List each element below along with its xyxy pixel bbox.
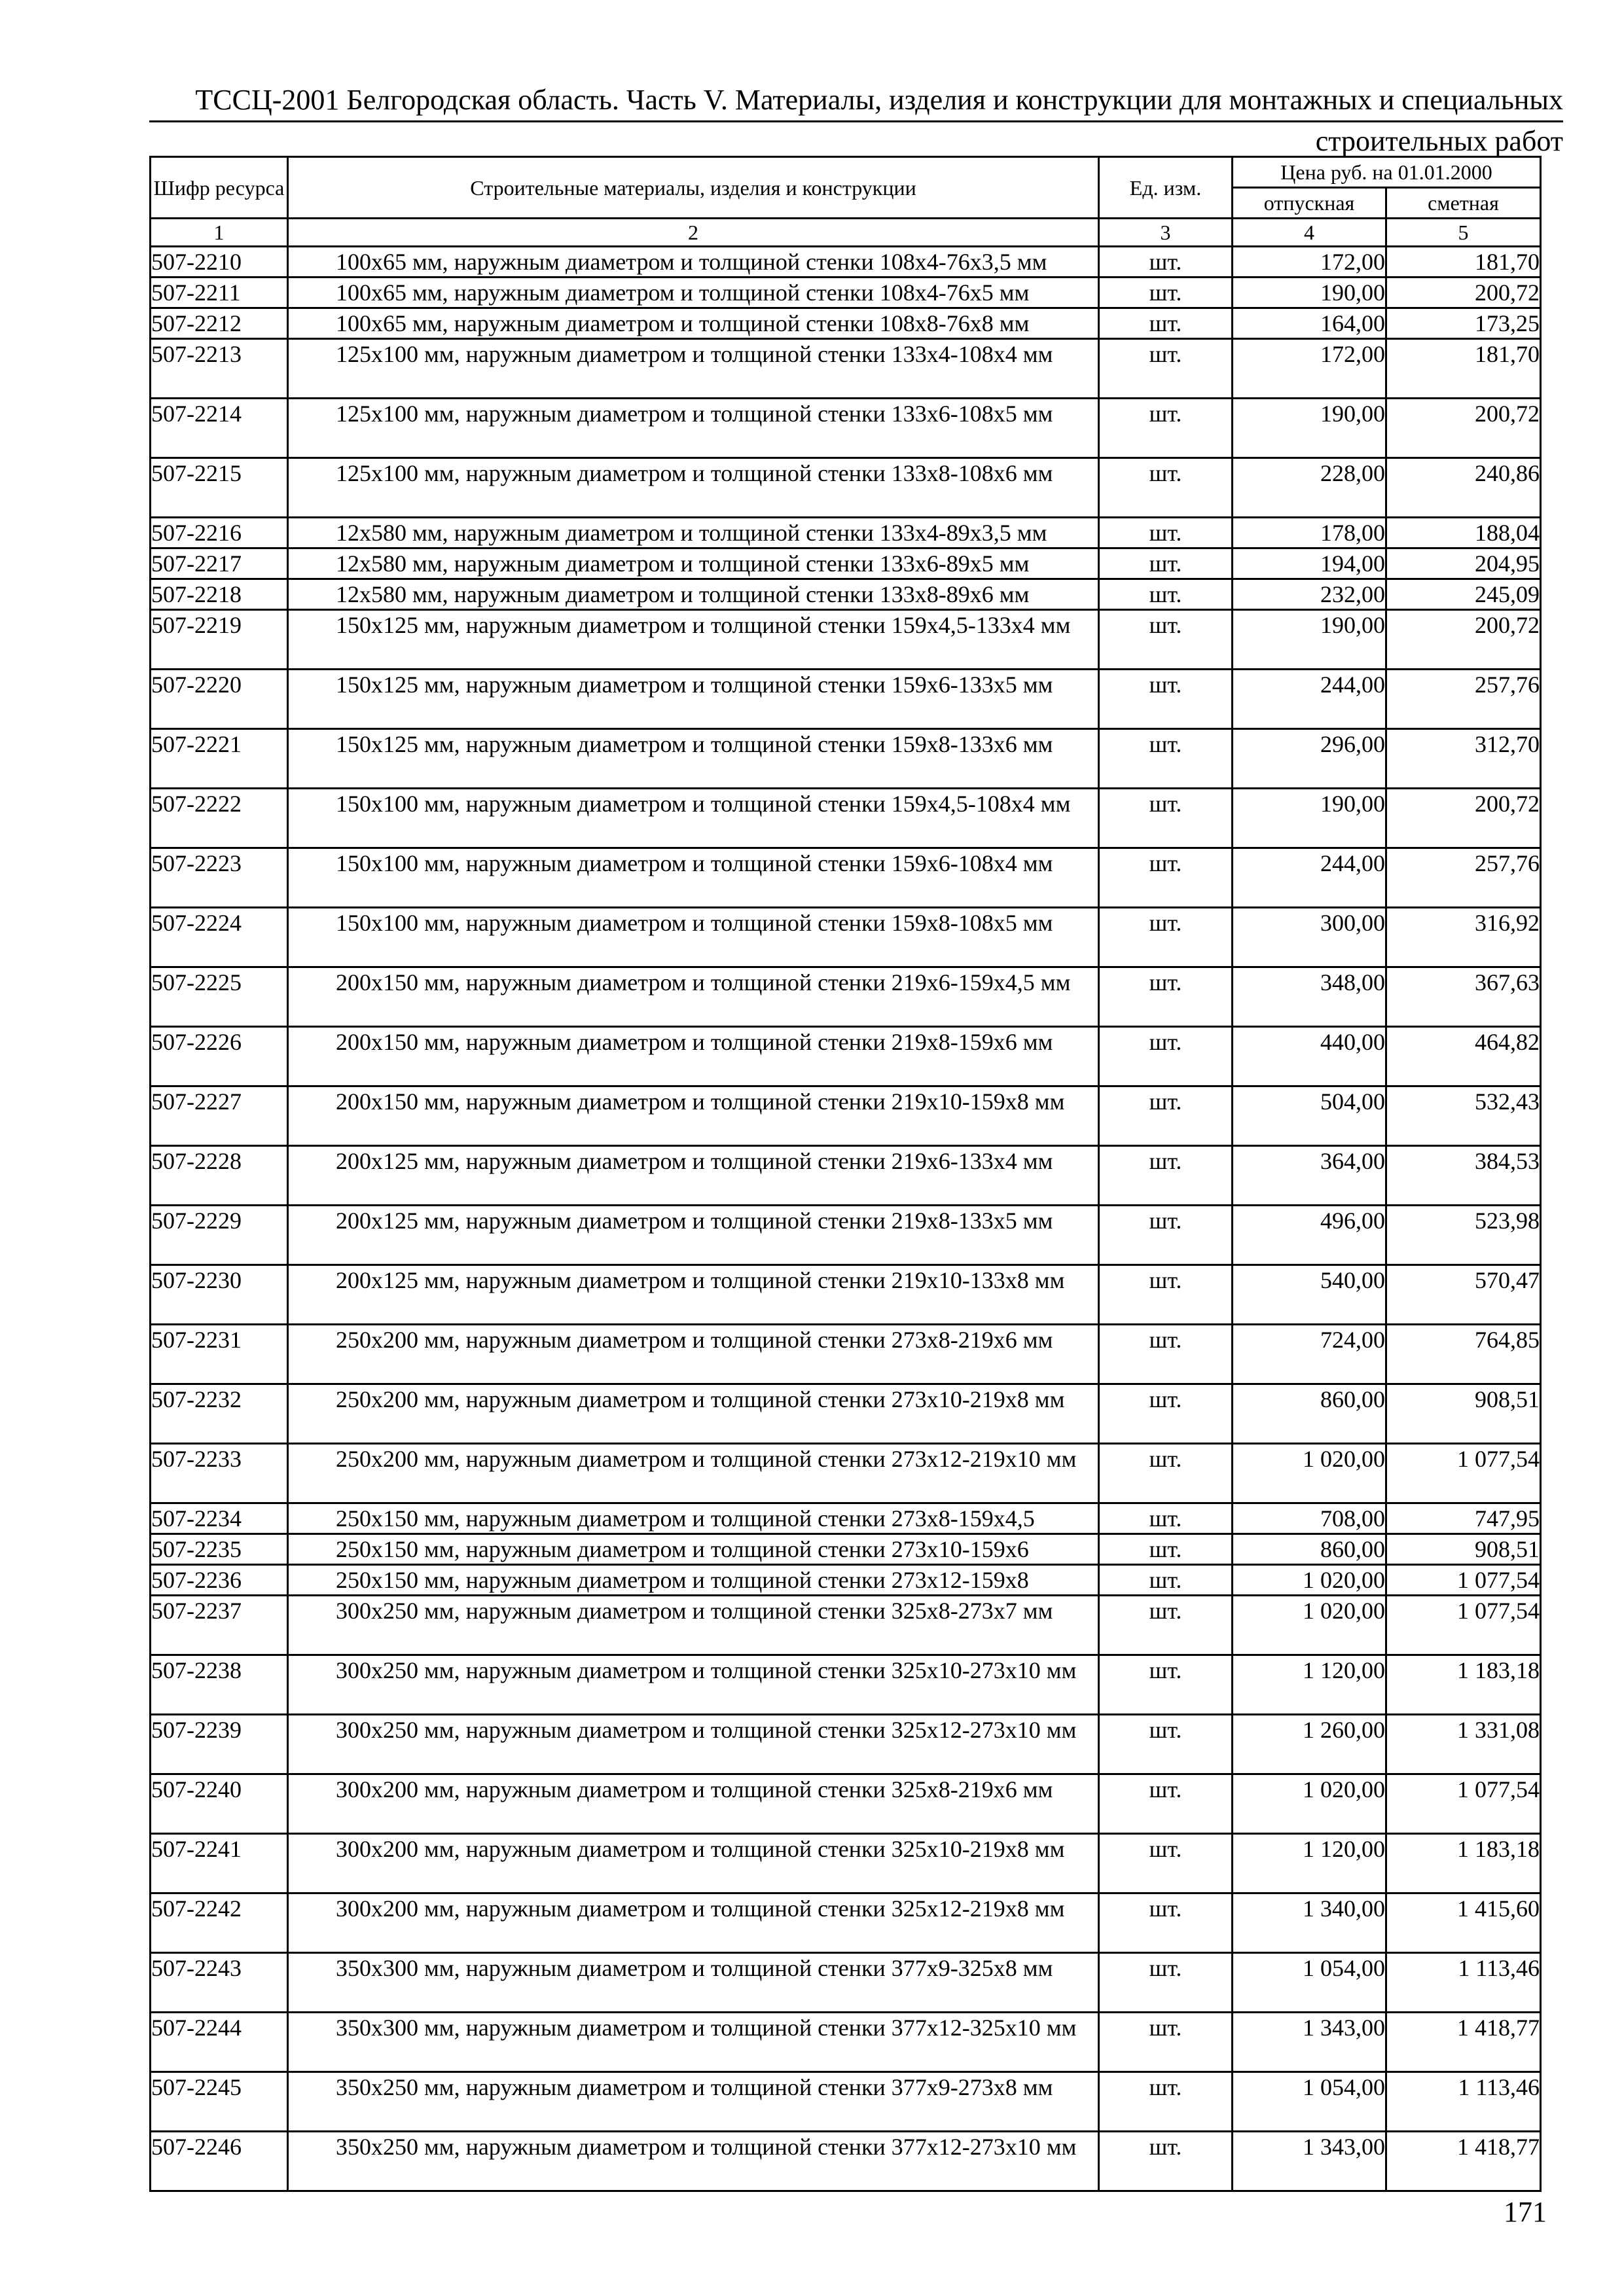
release-price: 364,00 (1233, 1146, 1386, 1206)
unit-of-measure: шт. (1099, 1384, 1233, 1444)
material-description: 250х150 мм, наружным диаметром и толщиной стенки 273х10-159х6 (288, 1534, 1099, 1565)
release-price: 172,00 (1233, 247, 1386, 278)
column-number: 2 (288, 219, 1099, 247)
estimate-price: 1 077,54 (1386, 1596, 1541, 1655)
material-description: 250х150 мм, наружным диаметром и толщиной стенки 273х12-159х8 (288, 1565, 1099, 1596)
table-row (151, 2132, 1541, 2191)
header-subtitle: строительных работ (1315, 125, 1563, 157)
material-description: 125х100 мм, наружным диаметром и толщиной стенки 133х8-108х6 мм (288, 458, 1099, 518)
table-row (151, 1444, 1541, 1503)
release-price: 724,00 (1233, 1325, 1386, 1384)
material-description: 125х100 мм, наружным диаметром и толщиной стенки 133х4-108х4 мм (288, 339, 1099, 399)
table-row (151, 1086, 1541, 1146)
table-row (151, 670, 1541, 729)
unit-of-measure: шт. (1099, 1027, 1233, 1086)
column-header-release-price: отпускная (1233, 188, 1386, 219)
column-header-unit: Ед. изм. (1099, 157, 1233, 219)
table-row (151, 1384, 1541, 1444)
resource-code: 507-2213 (151, 339, 288, 399)
release-price: 504,00 (1233, 1086, 1386, 1146)
release-price: 860,00 (1233, 1534, 1386, 1565)
unit-of-measure: шт. (1099, 247, 1233, 278)
material-description: 150х100 мм, наружным диаметром и толщиной стенки 159х6-108х4 мм (288, 848, 1099, 908)
table-row (151, 1265, 1541, 1325)
unit-of-measure: шт. (1099, 308, 1233, 339)
resource-code: 507-2232 (151, 1384, 288, 1444)
resource-code: 507-2220 (151, 670, 288, 729)
unit-of-measure: шт. (1099, 729, 1233, 789)
table-row (151, 1715, 1541, 1774)
material-description: 350х250 мм, наружным диаметром и толщиной стенки 377х9-273х8 мм (288, 2072, 1099, 2132)
table-row (151, 908, 1541, 967)
unit-of-measure: шт. (1099, 1444, 1233, 1503)
material-description: 12х580 мм, наружным диаметром и толщиной стенки 133х4-89х3,5 мм (288, 518, 1099, 548)
table-row (151, 610, 1541, 670)
header-title: ТССЦ-2001 Белгородская область. Часть V. Материалы, изделия и конструкции для монтажных и специальных (195, 84, 1563, 116)
table-body (151, 247, 1541, 2191)
estimate-price: 384,53 (1386, 1146, 1541, 1206)
estimate-price: 1 077,54 (1386, 1565, 1541, 1596)
material-description: 300х250 мм, наружным диаметром и толщиной стенки 325х10-273х10 мм (288, 1655, 1099, 1715)
estimate-price: 908,51 (1386, 1534, 1541, 1565)
estimate-price: 200,72 (1386, 278, 1541, 308)
estimate-price: 316,92 (1386, 908, 1541, 967)
unit-of-measure: шт. (1099, 1534, 1233, 1565)
release-price: 1 120,00 (1233, 1834, 1386, 1893)
resource-code: 507-2224 (151, 908, 288, 967)
resource-code: 507-2221 (151, 729, 288, 789)
release-price: 228,00 (1233, 458, 1386, 518)
material-description: 300х200 мм, наружным диаметром и толщиной стенки 325х8-219х6 мм (288, 1774, 1099, 1834)
table-row (151, 789, 1541, 848)
estimate-price: 532,43 (1386, 1086, 1541, 1146)
release-price: 178,00 (1233, 518, 1386, 548)
unit-of-measure: шт. (1099, 278, 1233, 308)
resource-code: 507-2244 (151, 2013, 288, 2072)
unit-of-measure: шт. (1099, 1265, 1233, 1325)
unit-of-measure: шт. (1099, 1146, 1233, 1206)
unit-of-measure: шт. (1099, 789, 1233, 848)
column-number-row (151, 219, 1541, 247)
material-description: 100х65 мм, наружным диаметром и толщиной стенки 108х4-76х5 мм (288, 278, 1099, 308)
estimate-price: 188,04 (1386, 518, 1541, 548)
estimate-price: 1 331,08 (1386, 1715, 1541, 1774)
resource-code: 507-2231 (151, 1325, 288, 1384)
price-table (149, 156, 1542, 2192)
resource-code: 507-2226 (151, 1027, 288, 1086)
resource-code: 507-2227 (151, 1086, 288, 1146)
release-price: 1 120,00 (1233, 1655, 1386, 1715)
estimate-price: 1 183,18 (1386, 1655, 1541, 1715)
release-price: 232,00 (1233, 579, 1386, 610)
unit-of-measure: шт. (1099, 967, 1233, 1027)
table-row (151, 1325, 1541, 1384)
estimate-price: 240,86 (1386, 458, 1541, 518)
material-description: 200х125 мм, наружным диаметром и толщиной стенки 219х6-133х4 мм (288, 1146, 1099, 1206)
release-price: 1 020,00 (1233, 1565, 1386, 1596)
material-description: 350х300 мм, наружным диаметром и толщиной стенки 377х12-325х10 мм (288, 2013, 1099, 2072)
unit-of-measure: шт. (1099, 2132, 1233, 2191)
table-row (151, 1503, 1541, 1534)
resource-code: 507-2218 (151, 579, 288, 610)
resource-code: 507-2222 (151, 789, 288, 848)
estimate-price: 367,63 (1386, 967, 1541, 1027)
material-description: 300х200 мм, наружным диаметром и толщиной стенки 325х10-219х8 мм (288, 1834, 1099, 1893)
unit-of-measure: шт. (1099, 518, 1233, 548)
column-number: 1 (151, 219, 288, 247)
unit-of-measure: шт. (1099, 1086, 1233, 1146)
column-header-estimate-price: сметная (1386, 188, 1541, 219)
material-description: 150х125 мм, наружным диаметром и толщиной стенки 159х4,5-133х4 мм (288, 610, 1099, 670)
resource-code: 507-2243 (151, 1953, 288, 2013)
unit-of-measure: шт. (1099, 548, 1233, 579)
table-row (151, 339, 1541, 399)
unit-of-measure: шт. (1099, 458, 1233, 518)
release-price: 1 054,00 (1233, 2072, 1386, 2132)
unit-of-measure: шт. (1099, 1655, 1233, 1715)
estimate-price: 1 077,54 (1386, 1444, 1541, 1503)
estimate-price: 1 418,77 (1386, 2013, 1541, 2072)
resource-code: 507-2223 (151, 848, 288, 908)
release-price: 1 020,00 (1233, 1774, 1386, 1834)
resource-code: 507-2225 (151, 967, 288, 1027)
release-price: 1 054,00 (1233, 1953, 1386, 2013)
table-row (151, 2013, 1541, 2072)
release-price: 496,00 (1233, 1206, 1386, 1265)
estimate-price: 200,72 (1386, 610, 1541, 670)
unit-of-measure: шт. (1099, 2013, 1233, 2072)
material-description: 100х65 мм, наружным диаметром и толщиной стенки 108х8-76х8 мм (288, 308, 1099, 339)
column-number: 4 (1233, 219, 1386, 247)
estimate-price: 1 183,18 (1386, 1834, 1541, 1893)
release-price: 1 343,00 (1233, 2013, 1386, 2072)
resource-code: 507-2214 (151, 399, 288, 458)
page-header (149, 81, 1563, 160)
material-description: 350х300 мм, наружным диаметром и толщиной стенки 377х9-325х8 мм (288, 1953, 1099, 2013)
estimate-price: 523,98 (1386, 1206, 1541, 1265)
material-description: 250х200 мм, наружным диаметром и толщиной стенки 273х8-219х6 мм (288, 1325, 1099, 1384)
unit-of-measure: шт. (1099, 1565, 1233, 1596)
column-number: 3 (1099, 219, 1233, 247)
material-description: 250х200 мм, наружным диаметром и толщиной стенки 273х12-219х10 мм (288, 1444, 1099, 1503)
resource-code: 507-2242 (151, 1893, 288, 1953)
table-row (151, 1206, 1541, 1265)
resource-code: 507-2230 (151, 1265, 288, 1325)
estimate-price: 908,51 (1386, 1384, 1541, 1444)
estimate-price: 312,70 (1386, 729, 1541, 789)
estimate-price: 204,95 (1386, 548, 1541, 579)
estimate-price: 1 113,46 (1386, 1953, 1541, 2013)
unit-of-measure: шт. (1099, 579, 1233, 610)
material-description: 150х125 мм, наружным диаметром и толщиной стенки 159х8-133х6 мм (288, 729, 1099, 789)
table-row (151, 548, 1541, 579)
table-row (151, 967, 1541, 1027)
table-row (151, 848, 1541, 908)
page-number: 171 (1504, 2196, 1547, 2228)
resource-code: 507-2235 (151, 1534, 288, 1565)
material-description: 12х580 мм, наружным диаметром и толщиной стенки 133х8-89х6 мм (288, 579, 1099, 610)
material-description: 350х250 мм, наружным диаметром и толщиной стенки 377х12-273х10 мм (288, 2132, 1099, 2191)
estimate-price: 181,70 (1386, 339, 1541, 399)
table-row (151, 1565, 1541, 1596)
material-description: 200х150 мм, наружным диаметром и толщиной стенки 219х10-159х8 мм (288, 1086, 1099, 1146)
material-description: 250х200 мм, наружным диаметром и толщиной стенки 273х10-219х8 мм (288, 1384, 1099, 1444)
resource-code: 507-2239 (151, 1715, 288, 1774)
unit-of-measure: шт. (1099, 1596, 1233, 1655)
table-row (151, 278, 1541, 308)
table-row (151, 518, 1541, 548)
table-row (151, 1596, 1541, 1655)
column-header-price: Цена руб. на 01.01.2000 (1233, 157, 1541, 188)
release-price: 1 343,00 (1233, 2132, 1386, 2191)
resource-code: 507-2236 (151, 1565, 288, 1596)
estimate-price: 257,76 (1386, 848, 1541, 908)
resource-code: 507-2234 (151, 1503, 288, 1534)
unit-of-measure: шт. (1099, 610, 1233, 670)
unit-of-measure: шт. (1099, 1325, 1233, 1384)
material-description: 200х150 мм, наружным диаметром и толщиной стенки 219х6-159х4,5 мм (288, 967, 1099, 1027)
unit-of-measure: шт. (1099, 1834, 1233, 1893)
release-price: 190,00 (1233, 610, 1386, 670)
release-price: 440,00 (1233, 1027, 1386, 1086)
unit-of-measure: шт. (1099, 1715, 1233, 1774)
resource-code: 507-2228 (151, 1146, 288, 1206)
unit-of-measure: шт. (1099, 1206, 1233, 1265)
release-price: 1 340,00 (1233, 1893, 1386, 1953)
estimate-price: 181,70 (1386, 247, 1541, 278)
resource-code: 507-2246 (151, 2132, 288, 2191)
resource-code: 507-2217 (151, 548, 288, 579)
release-price: 1 020,00 (1233, 1596, 1386, 1655)
estimate-price: 245,09 (1386, 579, 1541, 610)
resource-code: 507-2210 (151, 247, 288, 278)
table-row (151, 458, 1541, 518)
resource-code: 507-2211 (151, 278, 288, 308)
estimate-price: 1 415,60 (1386, 1893, 1541, 1953)
estimate-price: 257,76 (1386, 670, 1541, 729)
resource-code: 507-2240 (151, 1774, 288, 1834)
estimate-price: 764,85 (1386, 1325, 1541, 1384)
table-row (151, 1534, 1541, 1565)
material-description: 250х150 мм, наружным диаметром и толщиной стенки 273х8-159х4,5 (288, 1503, 1099, 1534)
release-price: 244,00 (1233, 670, 1386, 729)
table-row (151, 1774, 1541, 1834)
table-row (151, 1893, 1541, 1953)
material-description: 300х200 мм, наружным диаметром и толщиной стенки 325х12-219х8 мм (288, 1893, 1099, 1953)
table-row (151, 1655, 1541, 1715)
resource-code: 507-2245 (151, 2072, 288, 2132)
unit-of-measure: шт. (1099, 670, 1233, 729)
estimate-price: 200,72 (1386, 789, 1541, 848)
unit-of-measure: шт. (1099, 2072, 1233, 2132)
resource-code: 507-2241 (151, 1834, 288, 1893)
resource-code: 507-2216 (151, 518, 288, 548)
estimate-price: 464,82 (1386, 1027, 1541, 1086)
table-row (151, 1027, 1541, 1086)
release-price: 164,00 (1233, 308, 1386, 339)
estimate-price: 200,72 (1386, 399, 1541, 458)
material-description: 200х125 мм, наружным диаметром и толщиной стенки 219х8-133х5 мм (288, 1206, 1099, 1265)
material-description: 12х580 мм, наружным диаметром и толщиной стенки 133х6-89х5 мм (288, 548, 1099, 579)
unit-of-measure: шт. (1099, 908, 1233, 967)
table-row (151, 1834, 1541, 1893)
release-price: 190,00 (1233, 278, 1386, 308)
release-price: 296,00 (1233, 729, 1386, 789)
material-description: 300х250 мм, наружным диаметром и толщиной стенки 325х8-273х7 мм (288, 1596, 1099, 1655)
release-price: 190,00 (1233, 789, 1386, 848)
release-price: 540,00 (1233, 1265, 1386, 1325)
resource-code: 507-2212 (151, 308, 288, 339)
release-price: 348,00 (1233, 967, 1386, 1027)
material-description: 150х125 мм, наружным диаметром и толщиной стенки 159х6-133х5 мм (288, 670, 1099, 729)
unit-of-measure: шт. (1099, 1953, 1233, 2013)
estimate-price: 1 077,54 (1386, 1774, 1541, 1834)
unit-of-measure: шт. (1099, 1503, 1233, 1534)
table-row (151, 1146, 1541, 1206)
resource-code: 507-2219 (151, 610, 288, 670)
material-description: 150х100 мм, наружным диаметром и толщиной стенки 159х8-108х5 мм (288, 908, 1099, 967)
resource-code: 507-2215 (151, 458, 288, 518)
material-description: 100х65 мм, наружным диаметром и толщиной стенки 108х4-76х3,5 мм (288, 247, 1099, 278)
unit-of-measure: шт. (1099, 339, 1233, 399)
resource-code: 507-2233 (151, 1444, 288, 1503)
unit-of-measure: шт. (1099, 399, 1233, 458)
material-description: 150х100 мм, наружным диаметром и толщиной стенки 159х4,5-108х4 мм (288, 789, 1099, 848)
release-price: 1 260,00 (1233, 1715, 1386, 1774)
resource-code: 507-2237 (151, 1596, 288, 1655)
release-price: 1 020,00 (1233, 1444, 1386, 1503)
estimate-price: 173,25 (1386, 308, 1541, 339)
column-header-code: Шифр ресурса (151, 157, 288, 219)
estimate-price: 747,95 (1386, 1503, 1541, 1534)
unit-of-measure: шт. (1099, 848, 1233, 908)
column-header-name: Строительные материалы, изделия и конструкции (288, 157, 1099, 219)
table-row (151, 1953, 1541, 2013)
release-price: 244,00 (1233, 848, 1386, 908)
material-description: 200х150 мм, наружным диаметром и толщиной стенки 219х8-159х6 мм (288, 1027, 1099, 1086)
table-row (151, 247, 1541, 278)
release-price: 300,00 (1233, 908, 1386, 967)
release-price: 194,00 (1233, 548, 1386, 579)
table-row (151, 399, 1541, 458)
release-price: 190,00 (1233, 399, 1386, 458)
unit-of-measure: шт. (1099, 1893, 1233, 1953)
release-price: 172,00 (1233, 339, 1386, 399)
estimate-price: 1 113,46 (1386, 2072, 1541, 2132)
release-price: 860,00 (1233, 1384, 1386, 1444)
release-price: 708,00 (1233, 1503, 1386, 1534)
table-row (151, 729, 1541, 789)
table-row (151, 2072, 1541, 2132)
estimate-price: 570,47 (1386, 1265, 1541, 1325)
resource-code: 507-2238 (151, 1655, 288, 1715)
material-description: 300х250 мм, наружным диаметром и толщиной стенки 325х12-273х10 мм (288, 1715, 1099, 1774)
material-description: 200х125 мм, наружным диаметром и толщиной стенки 219х10-133х8 мм (288, 1265, 1099, 1325)
unit-of-measure: шт. (1099, 1774, 1233, 1834)
table-row (151, 579, 1541, 610)
column-number: 5 (1386, 219, 1541, 247)
table-row (151, 308, 1541, 339)
estimate-price: 1 418,77 (1386, 2132, 1541, 2191)
material-description: 125х100 мм, наружным диаметром и толщиной стенки 133х6-108х5 мм (288, 399, 1099, 458)
resource-code: 507-2229 (151, 1206, 288, 1265)
